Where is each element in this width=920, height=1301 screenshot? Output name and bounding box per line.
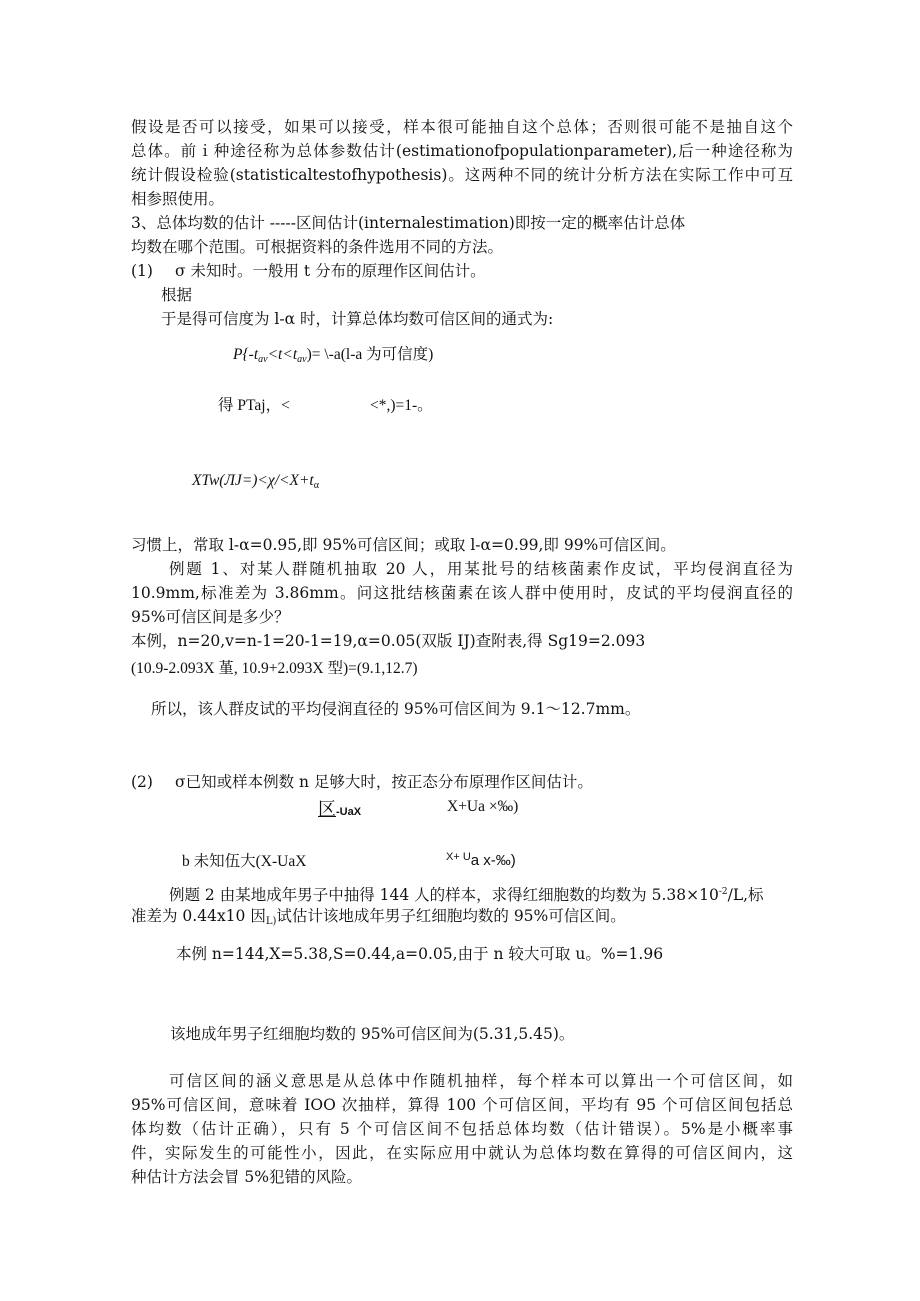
formula-sigma-unknown-right	[446, 847, 516, 871]
intro-line-3: 统计假设检验(statisticaltestofhypothesis)。这两种不同的统计分析方法在实际工作中可互	[131, 166, 793, 184]
example1-interval-calc: (10.9-2.093X 堇, 10.9+2.093X 型)=(9.1,12.7)	[131, 660, 418, 677]
meaning-line-3: 体均数（估计正确），只有 5 个可信区间不包括总体均数（估计错误）。5%是小概率事	[131, 1120, 793, 1138]
formula-normal-left	[318, 799, 361, 822]
formula-probability-part-1: P{-t	[233, 346, 259, 363]
example2-line-1-b: /L,标	[727, 886, 764, 904]
formula-probability-sub-2: av	[297, 354, 307, 365]
example2-line-3: 本例 n=144,X=5.38,S=0.44,a=0.05,由于 n 较大可取 u。%=1.96	[176, 945, 664, 963]
case2-number: (2)	[131, 773, 153, 791]
example2-line-2-a: 准差为 0.44x10 因	[131, 907, 266, 925]
formula-interval-t-main: XTw(ЛJ=)<χ/<X+t	[192, 472, 314, 489]
formula-probability	[233, 345, 433, 370]
example1-line-4: 本例，n=20,v=n-1=20-1=19,α=0.05(双版 IJ)查附表,得 Sg19=2.093	[131, 632, 646, 650]
section3-line-1: 3、总体均数的估计 -----区间估计(internalestimation)即按一定的概率估计总体	[131, 214, 686, 232]
formula-probability-part-2: <t<t	[267, 346, 298, 363]
formula-normal-left-box: 区	[318, 799, 336, 819]
formula-pt-right: <*,)=1-。	[370, 397, 433, 414]
example2-conclusion: 该地成年男子红细胞均数的 95%可信区间为(5.31,5.45)。	[170, 1025, 575, 1043]
formula-interval-t	[192, 471, 319, 496]
intro-line-1: 假设是否可以接受，如果可以接受，样本很可能抽自这个总体；否则很可能不是抽自这个	[131, 118, 793, 136]
example2-line-1	[169, 882, 764, 905]
example2-line-2-b: 试估计该地成年男子红细胞均数的 95%可信区间。	[276, 907, 626, 925]
formula-sigma-unknown-right-tail: a x-‰)	[470, 852, 516, 869]
meaning-line-5: 种估计方法会冒 5%犯错的风险。	[131, 1168, 363, 1186]
example2-line-2-sub: L)	[265, 916, 277, 927]
formula-probability-part-3: )= \-a(l-a 为可信度)	[306, 346, 434, 363]
example1-conclusion: 所以，该人群皮试的平均侵润直径的 95%可信区间为 9.1～12.7mm。	[151, 700, 641, 718]
formula-sigma-unknown-left: b 未知伍大(X-UaX	[182, 853, 307, 870]
example2-line-2	[131, 906, 626, 932]
section3-line-2: 均数在哪个范围。可根据资料的条件选用不同的方法。	[131, 238, 504, 256]
example1-line-3: 95%可信区间是多少？	[131, 608, 290, 626]
example1-line-2: 10.9mm,标准差为 3.86mm。问这批结核菌素在该人群中使用时，皮试的平均侵润直径的	[131, 584, 793, 602]
formula-sigma-unknown-right-sup: X+ U	[446, 851, 471, 863]
case1-heading: σ 未知时。一般用 t 分布的原理作区间估计。	[175, 262, 486, 280]
formula-interval-t-sub: α	[313, 480, 319, 491]
example2-line-1-sup: -2	[718, 887, 728, 897]
meaning-line-1: 可信区间的涵义意思是从总体中作随机抽样，每个样本可以算出一个可信区间，如	[169, 1072, 793, 1090]
intro-line-2: 总体。前ｉ种途径称为总体参数估计(estimationofpopulationparameter),后一种途径称为	[131, 142, 793, 160]
case1-number: (1)	[131, 262, 153, 280]
case1-basis: 根据	[161, 286, 193, 304]
intro-line-4: 相参照使用。	[131, 190, 225, 208]
formula-normal-right: X+Ua ×‰)	[447, 798, 519, 815]
formula-normal-left-tail: -UaX	[336, 806, 362, 818]
case2-heading: σ已知或样本例数 n 足够大时，按正态分布原理作区间估计。	[175, 773, 593, 791]
formula-pt-left: 得 PTaj，<	[218, 397, 290, 414]
formula-probability-sub-1: av	[258, 354, 268, 365]
meaning-line-4: 件，实际发生的可能性小，因此，在实际应用中就认为总体均数在算得的可信区间内，这	[131, 1144, 793, 1162]
case1-general-formula-text: 于是得可信度为 l-α 时，计算总体均数可信区间的通式为:	[161, 310, 554, 328]
example1-line-1: 例题 1、对某人群随机抽取 20 人，用某批号的结核菌素作皮试，平均侵润直径为	[169, 560, 793, 578]
meaning-line-2: 95%可信区间，意味着 IOO 次抽样，算得 100 个可信区间，平均有 95 个可信区间包括总	[131, 1096, 793, 1114]
example2-line-1-a: 例题 2 由某地成年男子中抽得 144 人的样本，求得红细胞数的均数为 5.38×10	[169, 886, 719, 904]
habit-line: 习惯上，常取 l-α=0.95,即 95%可信区间；或取 l-α=0.99,即 99%可信区间。	[131, 536, 676, 554]
